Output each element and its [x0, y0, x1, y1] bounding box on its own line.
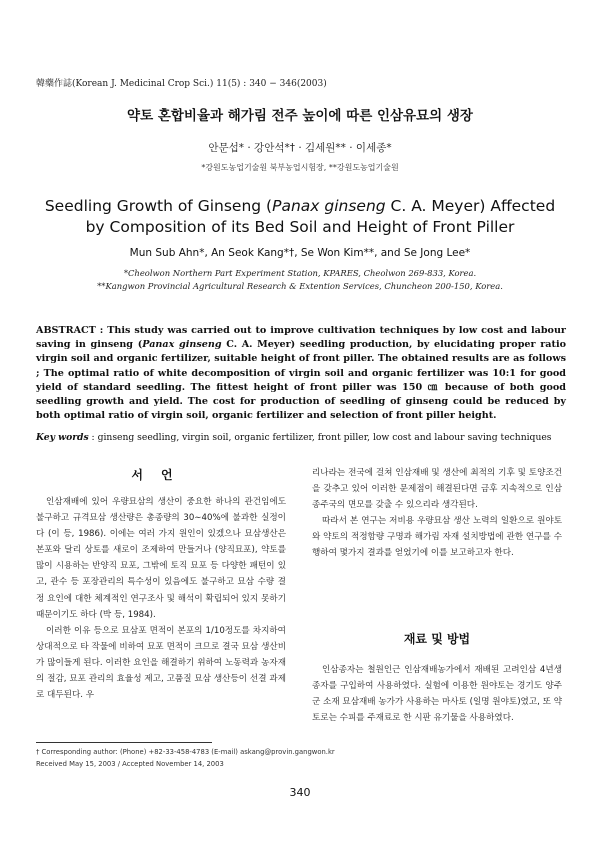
- intro-paragraph-1: 인삼재배에 있어 우량묘삼의 생산이 중요한 하나의 관건임에도 불구하고 규격묘삼 생산량은 총종량의 30∼40%에 불과한 실정이다 (이 등, 1986). 이에는 여러 가지 원인이 있겠으나 묘삼생산은 본포와 달리 상토를 새로이 조제하여 만들거나 (양직묘포), 약토를 많이 시용하는 반양직 묘포, 그밖에 토직 묘포 등 다양한 패턴이 있고, 관수 등 포장관리의 특수성이 있음에도 불구하고 묘삼 수량 결정 요인에 대한 체계적인 연구조사 및 해석이 확립되어 있지 못하기 때문이기도 하다 (박 등, 1984).: [36, 497, 286, 620]
- keywords-label: Key words: [36, 432, 89, 443]
- intro-paragraph-2: 이러한 이유 등으로 묘삼포 면적이 본포의 1/10정도를 차지하여 상대적으로 타 작물에 비하여 묘포 면적이 크므로 결국 묘삼 생산비가 많이들게 된다. 이러한 요인을 해결하기 위하여 노동력과 농자재의 절감, 묘포 관리의 효율성 제고, 고품질 묘삼 생산등이 선결 과제로 대두된다. 우: [36, 625, 286, 701]
- page-number: 340: [289, 786, 311, 799]
- intro-paragraph-2-continued: 리나라는 전국에 걸쳐 인삼재배 및 생산에 최적의 기후 및 토양조건을 갖추고 있어 이러한 문제점이 해결된다면 금후 지속적으로 인삼종주국의 면모를 갖출 수 있으리라 생각된다.: [312, 468, 562, 511]
- abstract-text-1: This study was carried out to improve cultivation techniques by low cost and labour saving in ginseng (: [36, 325, 566, 351]
- methods-heading: 재료 및 방법: [403, 632, 471, 646]
- keywords: [36, 432, 566, 443]
- korean-title: 약토 혼합비율과 해가림 전주 높이에 따른 인삼유묘의 생장: [127, 108, 473, 124]
- english-title-part-2: C. A. Meyer) Affected by Composition of its Bed Soil and Height of Front Piller: [85, 197, 556, 236]
- affiliation-line-1: *Cheolwon Northern Part Experiment Station, KPARES, Cheolwon 269-833, Korea.: [123, 268, 477, 278]
- introduction-heading: 서언: [131, 468, 191, 482]
- korean-affiliation: *강원도농업기술원 북부농업시험장, **강원도농업기술원: [201, 163, 399, 172]
- keywords-text: : ginseng seedling, virgin soil, organic fertilizer, front piller, low cost and labour saving techniques: [88, 432, 552, 443]
- english-title: [40, 196, 560, 238]
- methods-paragraph-1: 인삼종자는 철원인근 인삼재배농가에서 재배된 고려인삼 4년생 종자를 구입하여 사용하였다. 실험에 이용한 원야토는 경기도 양주군 소재 묘삼재배 농가가 사용하는 마사토 (일명 원야토)였고, 또 약토로는 수피를 주재료로 한 시판 유기물을 사용하였다.: [312, 665, 562, 724]
- right-column-methods: [312, 662, 562, 726]
- english-title-species: Panax ginseng: [272, 197, 386, 215]
- journal-citation: 韓藥作誌(Korean J. Medicinal Crop Sci.) 11(5) : 340 − 346(2003): [36, 79, 327, 89]
- intro-paragraph-3: 따라서 본 연구는 저비용 우량묘삼 생산 노력의 일환으로 원야토와 약토의 적정함량 구명과 해가림 자재 설치방법에 관한 연구를 수행하여 몇가지 결과를 얻었기에 이를 보고하고자 한다.: [312, 516, 562, 559]
- footnote-divider: [36, 742, 212, 743]
- left-column: [36, 494, 286, 703]
- corresponding-author: † Corresponding author: (Phone) +82-33-458-4783 (E-mail) askang@provin.gangwon.kr: [36, 748, 335, 756]
- received-dates: Received May 15, 2003 / Accepted November 14, 2003: [36, 760, 224, 768]
- korean-authors: 안문섭* · 강안석*† · 김세원** · 이세종*: [208, 142, 392, 154]
- english-affiliations: [60, 267, 540, 293]
- abstract-species: Panax ginseng: [142, 339, 222, 351]
- english-title-part-1: Seedling Growth of Ginseng (: [44, 197, 273, 215]
- abstract: [36, 324, 566, 423]
- abstract-label: ABSTRACT :: [36, 325, 104, 336]
- right-column-top: [312, 465, 562, 562]
- affiliation-line-2: **Kangwon Provincial Agricultural Research & Extention Services, Chuncheon 200-150, Korea.: [97, 281, 503, 291]
- abstract-text-2: C. A. Meyer) seedling production, by elucidating proper ratio virgin soil and organic fertilizer, suitable height of front piller. The obtained results are as follows ; The optimal ratio of white decomposition of virgin soil and organic fertilizer was 10:1 for good yield of standard seedling. The fittest height of front piller was 150 ㎝ because of both good seedling growth and yield. The cost for production of seedling of ginseng could be reduced by both optimal ratio of virgin soil, organic fertilizer and selection of front piller height.: [36, 339, 566, 422]
- footnote: [36, 746, 335, 770]
- english-authors: Mun Sub Ahn*, An Seok Kang*†, Se Won Kim**, and Se Jong Lee*: [129, 247, 471, 259]
